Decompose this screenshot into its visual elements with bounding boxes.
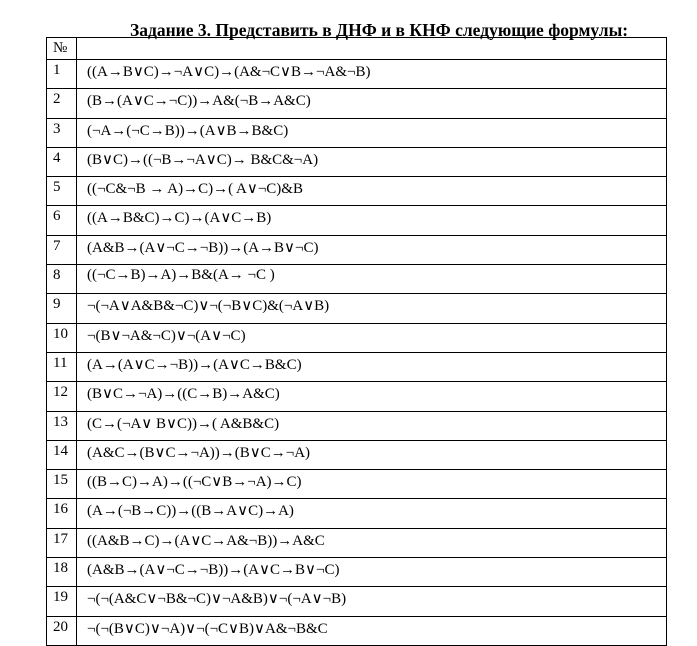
table-header-row	[47, 38, 667, 60]
table-row	[47, 470, 667, 499]
row-number: 16	[47, 499, 77, 528]
row-formula: (B→(A∨C→¬C))→A&(¬B→A&C)	[77, 89, 667, 118]
row-number: 2	[47, 89, 77, 118]
row-number: 7	[47, 235, 77, 264]
table-row	[47, 616, 667, 645]
row-number: 18	[47, 558, 77, 587]
header-number: №	[47, 38, 77, 60]
table-row	[47, 323, 667, 352]
row-number: 6	[47, 206, 77, 235]
row-number: 17	[47, 528, 77, 557]
header-formula	[77, 38, 667, 60]
table-row	[47, 294, 667, 323]
row-number: 19	[47, 587, 77, 616]
table-row	[47, 587, 667, 616]
table-row	[47, 382, 667, 411]
row-number: 12	[47, 382, 77, 411]
row-number: 5	[47, 177, 77, 206]
row-number: 10	[47, 323, 77, 352]
table-row	[47, 528, 667, 557]
table-row	[47, 440, 667, 469]
row-formula: ((¬C→B)→A)→B&(A→ ¬C )	[77, 265, 667, 294]
row-formula: ¬(¬(A&C∨¬B&¬C)∨¬A&B)∨¬(¬A∨¬B)	[77, 587, 667, 616]
row-formula: ((A&B→C)→(A∨C→A&¬B))→A&C	[77, 528, 667, 557]
row-formula: (B∨C)→((¬B→¬A∨C)→ B&C&¬A)	[77, 147, 667, 176]
row-formula: (C→(¬A∨ B∨C))→( A&B&C)	[77, 411, 667, 440]
table-row	[47, 265, 667, 294]
table-row	[47, 60, 667, 89]
row-number: 14	[47, 440, 77, 469]
row-formula: ¬(¬(B∨C)∨¬A)∨¬(¬C∨B)∨A&¬B&C	[77, 616, 667, 645]
row-formula: ((A→B∨C)→¬A∨C)→(A&¬C∨B→¬A&¬B)	[77, 60, 667, 89]
row-formula: (B∨C→¬A)→((C→B)→A&C)	[77, 382, 667, 411]
row-formula: (¬A→(¬C→B))→(A∨B→B&C)	[77, 118, 667, 147]
table-row	[47, 89, 667, 118]
table-row	[47, 558, 667, 587]
row-number: 9	[47, 294, 77, 323]
table-row	[47, 118, 667, 147]
task-title: Задание 3. Представить в ДНФ и в КНФ следующие формулы:	[130, 20, 629, 40]
table-row	[47, 352, 667, 381]
table-row	[47, 499, 667, 528]
row-number: 20	[47, 616, 77, 645]
row-formula: ((B→C)→A)→((¬C∨B→¬A)→C)	[77, 470, 667, 499]
row-number: 4	[47, 147, 77, 176]
row-number: 1	[47, 60, 77, 89]
row-formula: ((¬C&¬B → A)→C)→( A∨¬C)&B	[77, 177, 667, 206]
row-number: 8	[47, 265, 77, 294]
row-formula: (A&C→(B∨C→¬A))→(B∨C→¬A)	[77, 440, 667, 469]
row-formula: (A&B→(A∨¬C→¬B))→(A∨C→B∨¬C)	[77, 558, 667, 587]
row-formula: ¬(¬A∨A&B&¬C)∨¬(¬B∨C)&(¬A∨B)	[77, 294, 667, 323]
row-formula: (A&B→(A∨¬C→¬B))→(A→B∨¬C)	[77, 235, 667, 264]
row-formula: (A→(A∨C→¬B))→(A∨C→B&C)	[77, 352, 667, 381]
table-row	[47, 235, 667, 264]
row-number: 11	[47, 352, 77, 381]
table-row	[47, 177, 667, 206]
table-row	[47, 411, 667, 440]
row-number: 15	[47, 470, 77, 499]
row-formula: ¬(B∨¬A&¬C)∨¬(A∨¬C)	[77, 323, 667, 352]
table-row	[47, 147, 667, 176]
table-row	[47, 206, 667, 235]
formulas-table	[46, 37, 667, 646]
row-number: 3	[47, 118, 77, 147]
row-number: 13	[47, 411, 77, 440]
row-formula: (A→(¬B→C))→((B→A∨C)→A)	[77, 499, 667, 528]
row-formula: ((A→B&C)→C)→(A∨C→B)	[77, 206, 667, 235]
